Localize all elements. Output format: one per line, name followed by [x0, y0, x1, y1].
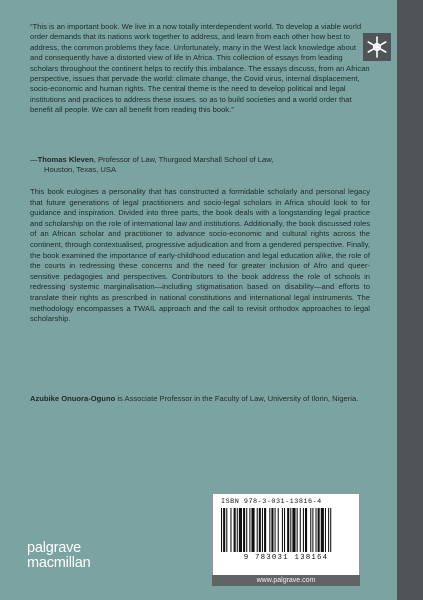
- barcode-box: [212, 493, 360, 578]
- publisher-name-line1: palgrave: [27, 540, 82, 556]
- spine-strip: [397, 0, 423, 600]
- ean-digits: 9 783031 138164: [243, 554, 329, 562]
- publisher-name-line2: macmillan: [27, 555, 91, 571]
- attribution-dash: —: [30, 155, 38, 164]
- author-name: Azubike Onuora-Oguno: [30, 394, 116, 403]
- publisher-url: www.palgrave.com: [212, 575, 360, 586]
- endorsement-quote: “This is an important book. We live in a now totally interdependent world. To develop a viable world order demands that its nations work together to address, and learn from each other how best to address, the common problems they face. Unfortunately, many in the West lack knowledge about and consequently have a distorted view of life in Africa. This collection of essays from leading scholars throughout the continent helps to rectify this imbalance. The essays discuss, from an African perspective, issues that pervade the world: climate change, the Covid virus, internal displacement, socio-economic and human rights. The central theme is the need to develop political and legal institutions and practices to address these issues. so as to build societies and a world order that benefit all people. We can all benefit from reading this book.”: [30, 22, 370, 115]
- publisher-logo: [27, 541, 90, 571]
- author-bio: [30, 394, 370, 405]
- endorser-role: , Professor of Law, Thurgood Marshall School of Law,: [93, 155, 274, 164]
- author-description: is Associate Professor in the Faculty of Law, University of Ilorin, Nigeria.: [115, 394, 359, 403]
- endorser-location: Houston, Texas, USA: [44, 165, 117, 175]
- endorsement-attribution: [30, 155, 370, 176]
- book-summary: This book eulogises a personality that has constructed a formidable scholarly and personal legacy that future generations of legal practitioners and socio-legal scholars in Africa should look to for guidance and inspiration. Divided into three parts, the book deals with a longstanding legal practice and scholarship on the role of international law and institutions. Additionally, the book discussed roles of an African scholar and practitioner to advance socio-economic and cultural rights across the continent, through contextualised, progressive adjudication and from a gendered perspective. Finally, the book examined the importance of early-childhood education and legal education alike, the role of the courts in redressing these concerns and the need for greater inclusion of Afro and queer-sensitive pedagogies and perspectives. Contributors to the book address the role of schools in redressing systemic marginalisation—including stigmatisation based on disability—and efforts to translate their rights as prescribed in national constitutions and international legal instruments. The methodology encompasses a TWAIL approach and the call to revisit orthodox approaches to legal scholarship.: [30, 187, 370, 324]
- barcode-icon: [219, 508, 353, 554]
- isbn-label: ISBN 978-3-031-13816-4: [221, 498, 322, 506]
- endorser-name: Thomas Kleven: [37, 155, 94, 164]
